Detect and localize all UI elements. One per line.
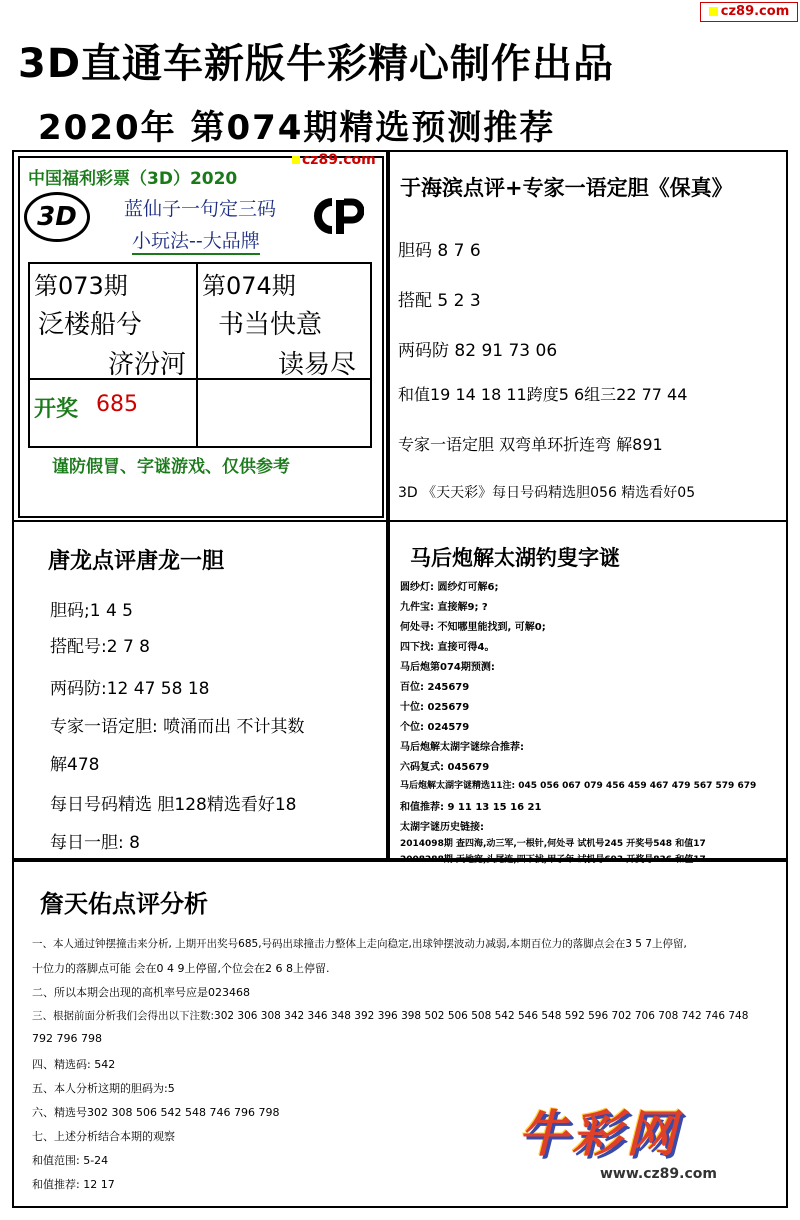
tang-line: 胆码;1 4 5 — [50, 601, 133, 621]
card-watermark: cz89.com — [292, 152, 376, 168]
zhan-line: 五、本人分析这期的胆码为:5 — [32, 1082, 175, 1095]
prev-period: 第073期 — [34, 272, 128, 300]
card-subtitle1: 蓝仙子一句定三码 — [124, 198, 277, 220]
ma-line: 2008288期 天地宽,头尾连,四下找,甲子年 试机号693 开奖号836 和值17 — [400, 855, 706, 865]
draw-value: 685 — [96, 392, 138, 417]
ma-line: 马后炮解太湖字谜综合推荐: — [400, 742, 524, 753]
cur-riddle-line1: 书当快意 — [218, 310, 323, 340]
ma-line: 太湖字谜历史链接: — [400, 822, 484, 833]
yu-panel — [388, 150, 788, 522]
ma-line: 何处寻: 不知哪里能找到, 可解0; — [400, 622, 546, 633]
zhan-line: 四、精选码: 542 — [32, 1058, 116, 1071]
ma-line: 九件宝: 直接解9; ? — [400, 602, 488, 613]
ma-line: 个位: 024579 — [400, 722, 470, 733]
prev-riddle-line1: 泛楼船兮 — [38, 310, 143, 340]
zhan-line: 一、本人通过钟摆撞击来分析, 上期开出奖号685,号码出球撞击力整体上走向稳定,出球钟摆波动力减弱,本期百位力的落脚点会在3 5 7上停留, — [32, 938, 687, 950]
ma-line: 马后炮第074期预测: — [400, 662, 495, 673]
zhan-line: 和值推荐: 12 17 — [32, 1178, 115, 1191]
ma-line: 圆纱灯: 圆纱灯可解6; — [400, 582, 499, 593]
ma-line: 马后炮解太湖字谜精选11注: 045 056 067 079 456 459 467 479 567 579 679 — [400, 781, 757, 791]
tang-line: 每日一胆: 8 — [50, 833, 140, 853]
zhan-line: 和值范围: 5-24 — [32, 1154, 109, 1167]
ma-line: 2014098期 查四海,动三军,一根针,何处寻 试机号245 开奖号548 和值17 — [400, 839, 706, 849]
zhan-line: 三、根据前面分析我们会得出以下注数:302 306 308 342 346 348 392 396 398 502 506 508 542 546 548 592 596 702 706 708 742 746 748 — [32, 1010, 749, 1022]
tang-line: 每日号码精选 胆128精选看好18 — [50, 795, 297, 815]
zhan-panel — [12, 860, 788, 1208]
yu-line: 专家一语定胆 双弯单环折连弯 解891 — [398, 435, 663, 454]
ma-line: 百位: 245679 — [400, 682, 470, 693]
tang-line: 搭配号:2 7 8 — [50, 637, 150, 657]
yu-line: 搭配 5 2 3 — [398, 291, 481, 311]
niucai-logo-text: 牛彩网 — [518, 1105, 680, 1163]
grid-vdivider — [196, 264, 198, 448]
card-grid — [28, 262, 372, 448]
ma-line: 十位: 025679 — [400, 702, 470, 713]
zhan-title: 詹天佑点评分析 — [40, 890, 208, 918]
yu-line: 3D 《天天彩》每日号码精选胆056 精选看好05 — [398, 485, 696, 501]
cp-logo-icon — [314, 196, 364, 236]
zhan-line: 七、上述分析结合本期的观察 — [32, 1130, 175, 1143]
watermark-text: cz89.com — [720, 4, 790, 19]
tang-line: 解478 — [50, 755, 100, 775]
tang-title: 唐龙点评唐龙一胆 — [48, 549, 225, 574]
zhan-line: 二、所以本期会出现的高机率号应是023468 — [32, 986, 250, 999]
yu-line: 胆码 8 7 6 — [398, 241, 481, 261]
yu-title: 于海滨点评+专家一语定胆《保真》 — [400, 176, 733, 200]
sub-title: 2020年 第074期精选预测推荐 — [38, 108, 556, 148]
ma-panel — [388, 520, 788, 865]
lottery-card-panel — [12, 150, 388, 522]
niucai-logo-url: www.cz89.com — [600, 1166, 717, 1182]
3d-logo: 3D — [24, 192, 90, 242]
niucai-logo — [510, 1094, 760, 1194]
ma-line: 六码复式: 045679 — [400, 762, 490, 773]
ma-title: 马后炮解太湖钓叟字谜 — [410, 546, 620, 570]
ma-line: 四下找: 直接可得4。 — [400, 642, 495, 653]
tang-line: 专家一语定胆: 喷涌而出 不计其数 — [50, 717, 305, 737]
yu-line: 两码防 82 91 73 06 — [398, 341, 558, 361]
zhan-line: 六、精选号302 308 506 542 548 746 796 798 — [32, 1106, 280, 1119]
yu-line: 和值19 14 18 11跨度5 6组三22 77 44 — [398, 385, 688, 404]
main-title: 3D直通车新版牛彩精心制作出品 — [18, 41, 615, 87]
cur-period: 第074期 — [202, 272, 296, 300]
card-subtitle2: 小玩法--大品牌 — [132, 226, 260, 255]
cur-riddle-line2: 读易尽 — [278, 350, 357, 380]
prev-riddle-line2: 济汾河 — [108, 350, 187, 380]
card-warning: 谨防假冒、字谜游戏、仅供参考 — [52, 457, 290, 477]
tang-line: 两码防:12 47 58 18 — [50, 679, 210, 699]
zhan-line: 792 796 798 — [32, 1032, 102, 1045]
ma-line: 和值推荐: 9 11 13 15 16 21 — [400, 802, 542, 813]
zhan-line: 十位力的落脚点可能 会在0 4 9上停留,个位会在2 6 8上停留. — [32, 962, 330, 975]
draw-label: 开奖 — [34, 397, 79, 422]
watermark-badge — [700, 2, 798, 22]
tang-panel — [12, 520, 388, 860]
card-top-label: 中国福利彩票（3D）2020 — [28, 169, 238, 189]
